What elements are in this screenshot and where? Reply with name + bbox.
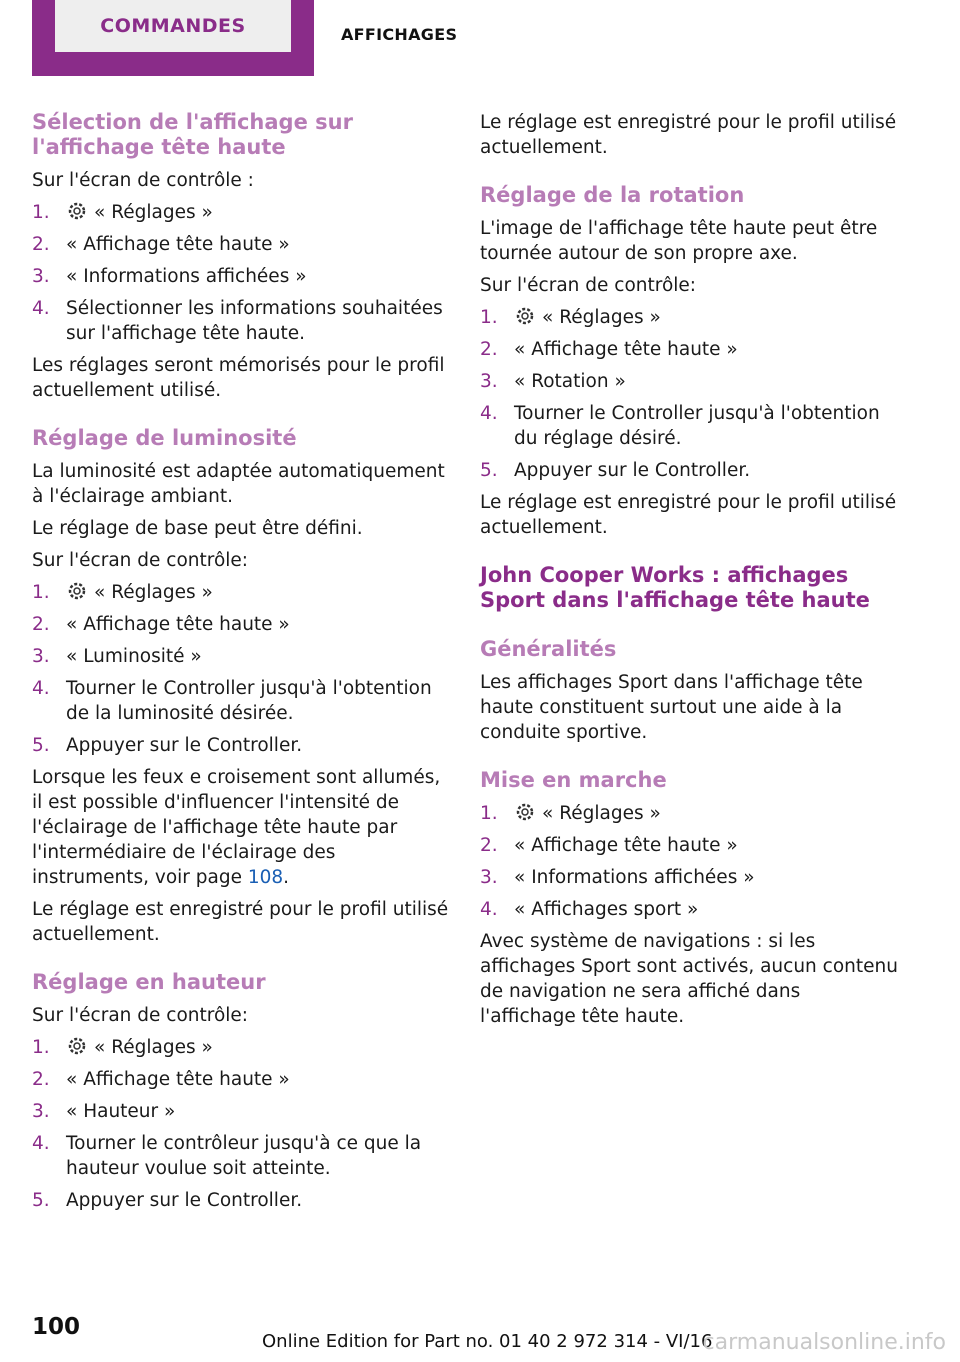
gear-icon — [514, 305, 536, 327]
list-item: 1. « Réglages » — [480, 803, 661, 824]
tab-commandes[interactable]: COMMANDES — [55, 0, 291, 52]
page-link[interactable]: 108 — [247, 867, 284, 888]
intro-text: Sur l'écran de contrôle: — [32, 550, 249, 571]
steps-list — [32, 580, 450, 758]
gear-icon — [514, 801, 536, 823]
watermark: carmanualsonline.info — [702, 1330, 946, 1355]
intro-text: Sur l'écran de contrôle: — [32, 1005, 249, 1026]
gear-icon — [66, 1035, 88, 1057]
list-item: 3. « Hauteur » — [32, 1101, 176, 1122]
body-text: La luminosité est adaptée automatiquement à l'éclairage ambiant. — [32, 461, 445, 507]
list-item: 1. « Réglages » — [32, 582, 213, 603]
gear-icon — [66, 580, 88, 602]
list-item: 3. « Informations affichées » — [480, 867, 755, 888]
list-item: 4. Tourner le Controller jusqu'à l'obtention du réglage désiré. — [480, 403, 880, 449]
list-item: 1. « Réglages » — [32, 1037, 213, 1058]
list-item: 2. « Affichage tête haute » — [32, 1069, 290, 1090]
list-item: 3. « Rotation » — [480, 371, 626, 392]
body-text: Avec système de navigations : si les affichages Sport sont activés, aucun contenu de navigation ne sera affiché dans l'affichage tête haute. — [480, 931, 898, 1027]
body-text: Lorsque les feux e croisement sont allumés, il est possible d'influencer l'intensité de l'éclairage de l'affichage tête haute par l'intermédiaire de l'éclairage des instruments, voir page 108. — [32, 767, 441, 888]
list-item: 4. Tourner le Controller jusqu'à l'obtention de la luminosité désirée. — [32, 678, 432, 724]
steps-list — [480, 801, 900, 922]
list-item: 4. Tourner le contrôleur jusqu'à ce que la hauteur voulue soit atteinte. — [32, 1133, 422, 1179]
steps-list — [480, 305, 900, 483]
section-title-selection: Sélection de l'affichage sur l'affichage tête haute — [32, 110, 353, 159]
body-text: Les affichages Sport dans l'affichage tête haute constituent surtout une aide à la conduite sportive. — [480, 672, 863, 743]
section-title-luminosite: Réglage de luminosité — [32, 426, 297, 450]
section-title-rotation: Réglage de la rotation — [480, 183, 745, 207]
list-item: 1. « Réglages » — [480, 307, 661, 328]
section-title-jcw: John Cooper Works : affichages Sport dans l'affichage tête haute — [480, 563, 870, 612]
steps-list — [32, 200, 450, 346]
section-title-hauteur: Réglage en hauteur — [32, 970, 266, 994]
gear-icon — [66, 200, 88, 222]
intro-text: Sur l'écran de contrôle : — [32, 170, 254, 191]
list-item: 1. « Réglages » — [32, 202, 213, 223]
section-title-generalites: Généralités — [480, 637, 617, 661]
left-column — [32, 110, 450, 1220]
list-item: 4. « Affichages sport » — [480, 899, 699, 920]
edition-footer: Online Edition for Part no. 01 40 2 972 314 - VI/16 — [262, 1331, 713, 1352]
body-text: L'image de l'affichage tête haute peut être tournée autour de son propre axe. — [480, 218, 878, 264]
right-column — [480, 110, 900, 1036]
steps-list — [32, 1035, 450, 1213]
body-text: Le réglage est enregistré pour le profil utilisé actuellement. — [32, 899, 449, 945]
list-item: 2. « Affichage tête haute » — [480, 339, 738, 360]
list-item: 2. « Affichage tête haute » — [32, 614, 290, 635]
list-item: 5. Appuyer sur le Controller. — [32, 735, 303, 756]
list-item: 2. « Affichage tête haute » — [32, 234, 290, 255]
body-text: Le réglage de base peut être défini. — [32, 518, 363, 539]
intro-text: Sur l'écran de contrôle: — [480, 275, 697, 296]
tab-affichages[interactable]: AFFICHAGES — [341, 25, 458, 44]
list-item: 5. Appuyer sur le Controller. — [32, 1190, 303, 1211]
list-item: 2. « Affichage tête haute » — [480, 835, 738, 856]
list-item: 5. Appuyer sur le Controller. — [480, 460, 751, 481]
body-text: Les réglages seront mémorisés pour le profil actuellement utilisé. — [32, 355, 445, 401]
list-item: 3. « Informations affichées » — [32, 266, 307, 287]
body-text: Le réglage est enregistré pour le profil utilisé actuellement. — [480, 492, 897, 538]
section-title-mise-en-marche: Mise en marche — [480, 768, 667, 792]
page-number: 100 — [32, 1314, 81, 1340]
list-item: 3. « Luminosité » — [32, 646, 202, 667]
body-text: Le réglage est enregistré pour le profil utilisé actuellement. — [480, 112, 897, 158]
list-item: 4. Sélectionner les informations souhaitées sur l'affichage tête haute. — [32, 298, 443, 344]
